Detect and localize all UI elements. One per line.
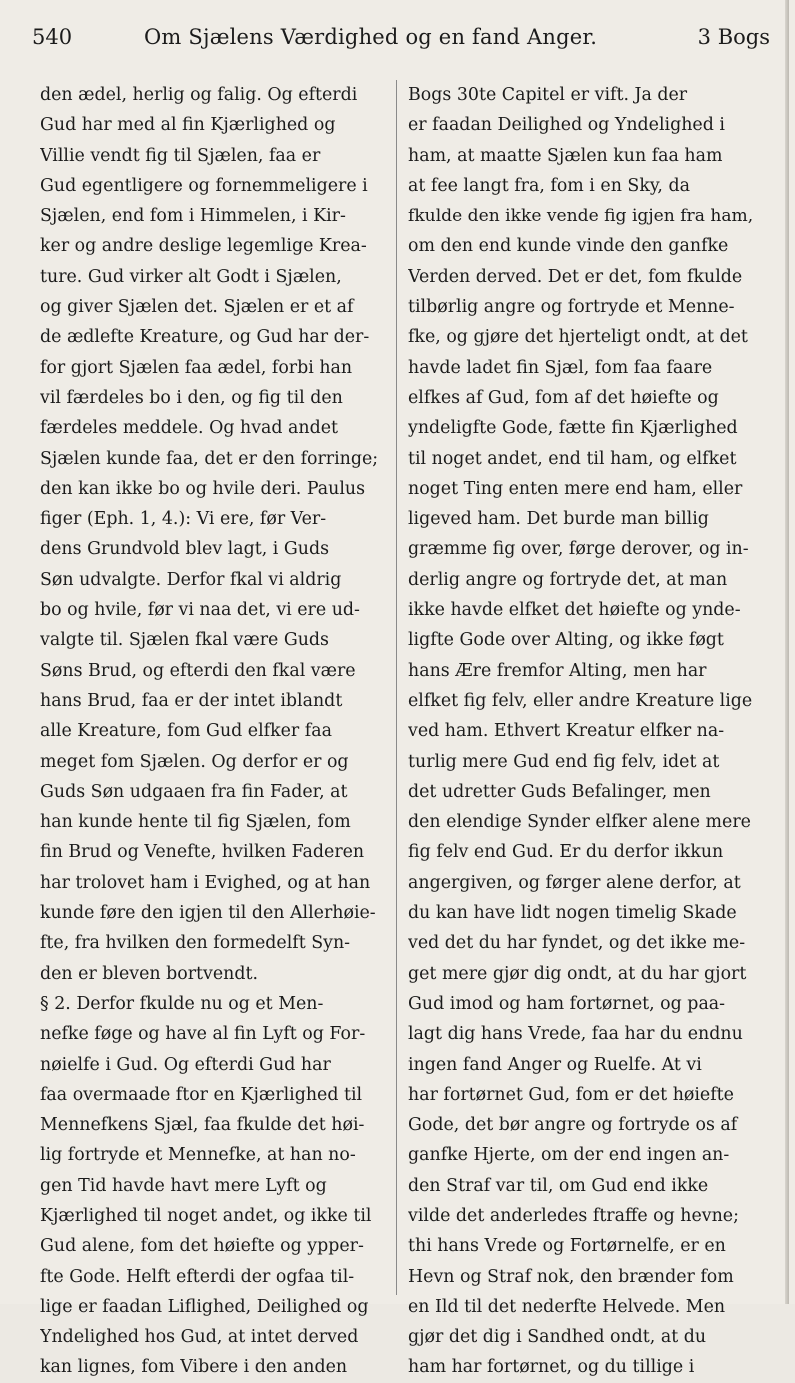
text-line: kunde føre den igjen til den Allerhøie-: [40, 903, 376, 924]
left-column: [40, 80, 390, 1383]
text-line: alle Kreature, fom Gud elfker faa: [40, 721, 332, 742]
text-line: faa overmaade ftor en Kjærlighed til: [40, 1084, 363, 1105]
text-line: du kan have lidt nogen timelig Skade: [408, 903, 737, 924]
text-line: fte, fra hvilken den formedelft Syn-: [40, 933, 351, 954]
text-line: Guds Søn udgaaen fra fin Fader, at: [40, 781, 348, 802]
text-line: Sjælen kunde faa, det er den forringe;: [40, 448, 379, 469]
text-line: Gud alene, fom det høiefte og ypper-: [40, 1236, 364, 1257]
text-line: en Ild til det nederfte Helvede. Men: [408, 1296, 726, 1317]
text-line: nefke føge og have al fin Lyft og For-: [40, 1024, 366, 1045]
text-line: den kan ikke bo og hvile deri. Paulus: [40, 478, 366, 499]
text-line: ker og andre deslige legemlige Krea-: [40, 236, 367, 257]
text-line: han kunde hente til fig Sjælen, fom: [40, 812, 351, 833]
text-line: Bogs 30te Capitel er vift. Ja der: [408, 85, 688, 105]
text-line: at fee langt fra, fom i en Sky, da: [408, 175, 690, 196]
text-line: ligfte Gode over Alting, og ikke føgt: [408, 630, 724, 651]
text-line: bo og hvile, før vi naa det, vi ere ud-: [40, 600, 360, 621]
text-line: elfkes af Gud, fom af det høiefte og: [408, 387, 719, 408]
text-line: det udretter Guds Befalinger, men: [408, 781, 711, 802]
text-line: ved ham. Ethvert Kreatur elfker na-: [408, 721, 725, 742]
text-line: Gode, det bør angre og fortryde os af: [408, 1115, 738, 1136]
text-line: hans Brud, faa er der intet iblandt: [40, 690, 343, 711]
text-line: har fortørnet Gud, fom er det høiefte: [408, 1084, 734, 1105]
text-line: ligeved ham. Det burde man billig: [408, 509, 709, 530]
text-line: fkulde den ikke vende fig igjen fra ham,: [408, 206, 754, 227]
text-line: fig felv end Gud. Er du derfor ikkun: [408, 842, 724, 863]
running-title: Om Sjælens Værdighed og en fand Anger.: [144, 25, 598, 49]
text-line: for gjort Sjælen faa ædel, forbi han: [40, 357, 353, 378]
text-line: fte Gode. Helft efterdi der ogfaa til-: [40, 1266, 355, 1287]
text-line: ham har fortørnet, og du tillige i: [408, 1357, 695, 1378]
text-line: gjør det dig i Sandhed ondt, at du: [408, 1327, 707, 1348]
text-line: den Straf var til, om Gud end ikke: [408, 1175, 709, 1196]
text-line: de ædlefte Kreature, og Gud har der-: [40, 327, 370, 348]
text-line: dens Grundvold blev lagt, i Guds: [40, 539, 330, 560]
text-line: Gud har med al fin Kjærlighed og: [40, 115, 336, 136]
text-line: Gud egentligere og fornemmeligere i: [40, 175, 368, 196]
text-line: Hevn og Straf nok, den brænder fom: [408, 1266, 734, 1287]
text-line: angergiven, og førger alene derfor, at: [408, 872, 741, 893]
text-line: ture. Gud virker alt Godt i Sjælen,: [40, 266, 342, 287]
text-line: til noget andet, end til ham, og elfket: [408, 448, 737, 469]
text-line: har trolovet ham i Evighed, og at han: [40, 872, 371, 893]
right-column: [408, 80, 758, 1383]
text-line: lige er faadan Liflighed, Deilighed og: [40, 1296, 369, 1317]
text-line: ganfke Hjerte, om der end ingen an-: [408, 1145, 730, 1166]
text-line: Verden derved. Det er det, fom fkulde: [408, 266, 743, 287]
text-line: den elendige Synder elfker alene mere: [408, 812, 751, 833]
text-line: færdeles meddele. Og hvad andet: [40, 418, 339, 439]
text-line: vilde det anderledes ftraffe og hevne;: [408, 1205, 739, 1226]
text-line: meget fom Sjælen. Og derfor er og: [40, 751, 349, 772]
text-line: den er bleven bortvendt.: [40, 963, 258, 984]
text-line: havde ladet fin Sjæl, fom faa faare: [408, 357, 713, 378]
text-line: nøielfe i Gud. Og efterdi Gud har: [40, 1054, 331, 1075]
text-line: Sjælen, end fom i Himmelen, i Kir-: [40, 206, 346, 227]
text-line: elfket fig felv, eller andre Kreature lige: [408, 690, 753, 711]
text-line: figer (Eph. 1, 4.): Vi ere, før Ver-: [40, 509, 327, 530]
text-line: tilbørlig angre og fortryde et Menne-: [408, 297, 735, 318]
text-line: ham, at maatte Sjælen kun faa ham: [408, 145, 723, 166]
text-line: valgte til. Sjælen fkal være Guds: [40, 630, 329, 651]
text-line: noget Ting enten mere end ham, eller: [408, 478, 743, 499]
text-line: Gud imod og ham fortørnet, og paa-: [408, 993, 726, 1014]
text-line: er faadan Deilighed og Yndelighed i: [408, 115, 725, 136]
text-line: vil færdeles bo i den, og fig til den: [40, 387, 343, 408]
text-line: om den end kunde vinde den ganfke: [408, 236, 729, 257]
text-line: Søn udvalgte. Derfor fkal vi aldrig: [40, 569, 342, 590]
page-edge: [785, 0, 789, 1304]
text-line: Mennefkens Sjæl, faa fkulde det høi-: [40, 1115, 365, 1136]
text-columns: [40, 80, 782, 1378]
text-line: ved det du har fyndet, og det ikke me-: [408, 933, 746, 954]
text-line: kan lignes, fom Vibere i den anden: [40, 1357, 348, 1378]
text-line: ingen fand Anger og Ruelfe. At vi: [408, 1054, 702, 1075]
text-line: derlig angre og fortryde det, at man: [408, 569, 728, 590]
text-line: gen Tid havde havt mere Lyft og: [40, 1175, 327, 1196]
text-line: den ædel, herlig og falig. Og efterdi: [40, 85, 358, 105]
text-line: yndeligfte Gode, fætte fin Kjærlighed: [408, 418, 738, 439]
text-line: lig fortryde et Mennefke, at han no-: [40, 1145, 356, 1166]
page-number: 540: [32, 25, 73, 49]
page-header: [32, 20, 780, 54]
text-line: Yndelighed hos Gud, at intet derved: [40, 1327, 359, 1348]
text-line: Villie vendt fig til Sjælen, faa er: [40, 145, 321, 166]
text-line: turlig mere Gud end fig felv, idet at: [408, 751, 720, 772]
text-line: get mere gjør dig ondt, at du har gjort: [408, 963, 747, 984]
text-line: græmme fig over, førge derover, og in-: [408, 539, 749, 560]
text-line: § 2. Derfor fkulde nu og et Men-: [40, 993, 324, 1014]
text-line: lagt dig hans Vrede, faa har du endnu: [408, 1024, 743, 1045]
text-line: hans Ære fremfor Alting, men har: [408, 660, 707, 681]
text-line: fin Brud og Venefte, hvilken Faderen: [40, 842, 365, 863]
text-line: Kjærlighed til noget andet, og ikke til: [40, 1205, 372, 1226]
column-divider: [396, 80, 397, 1295]
text-line: ikke havde elfket det høiefte og ynde-: [408, 600, 741, 621]
text-line: og giver Sjælen det. Sjælen er et af: [40, 297, 354, 318]
text-line: Søns Brud, og efterdi den fkal være: [40, 660, 356, 681]
text-line: thi hans Vrede og Fortørnelfe, er en: [408, 1236, 726, 1257]
book-label: 3 Bogs: [697, 25, 770, 49]
text-line: fke, og gjøre det hjerteligt ondt, at det: [408, 327, 748, 348]
